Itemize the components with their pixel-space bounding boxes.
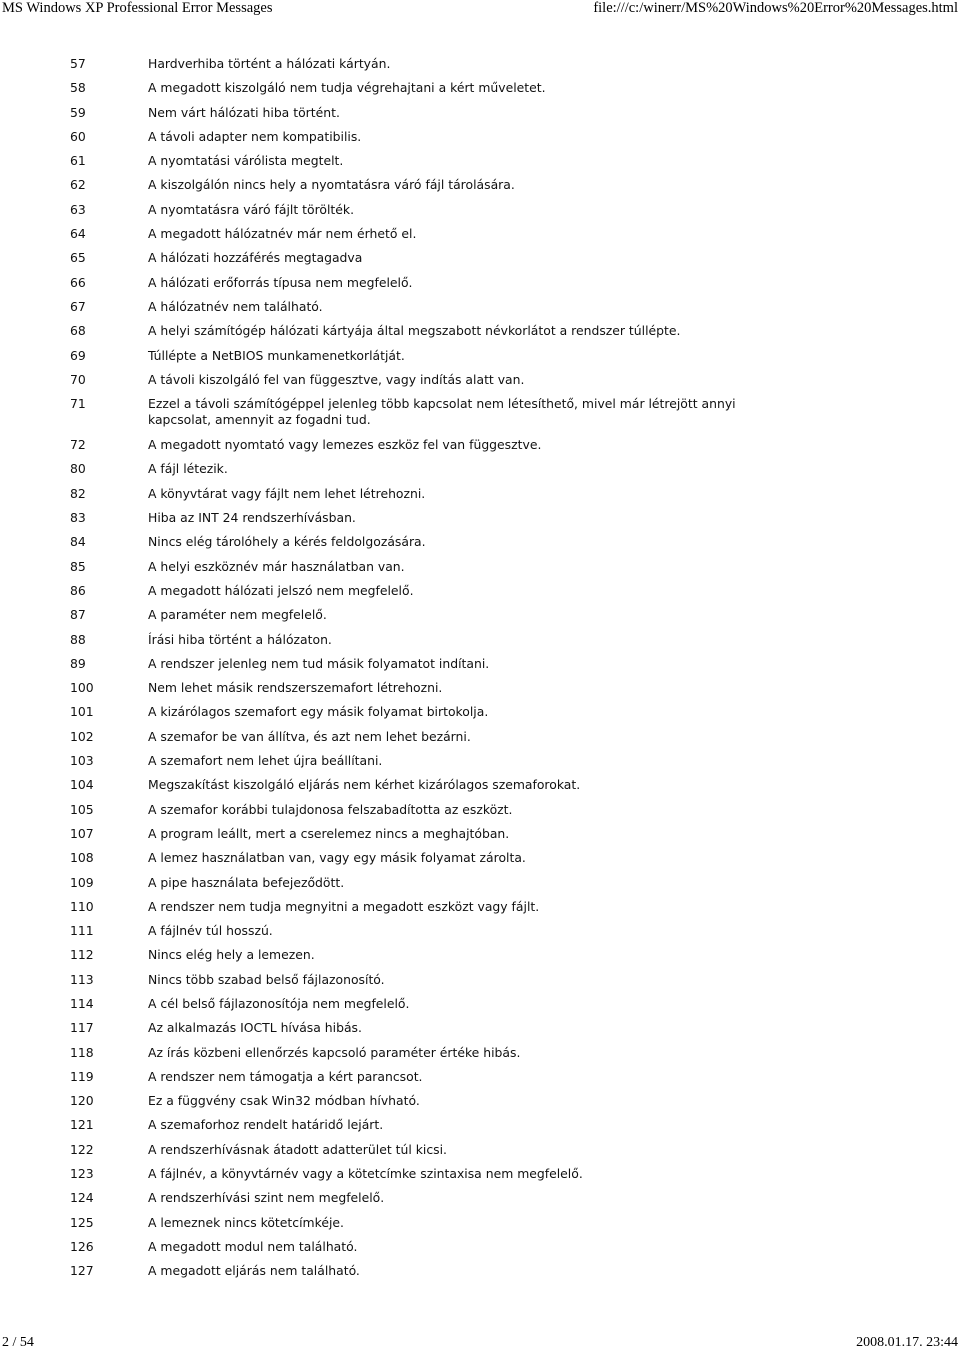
error-code: 63 xyxy=(70,201,86,217)
error-code: 69 xyxy=(70,347,86,363)
error-row xyxy=(0,559,960,583)
error-message-list xyxy=(0,56,960,1288)
page-number: 2 / 54 xyxy=(2,1335,34,1350)
error-code: 117 xyxy=(70,1020,94,1036)
error-row xyxy=(0,250,960,274)
error-text: A fájlnév túl hosszú. xyxy=(148,923,273,939)
error-text: A hálózatnév nem található. xyxy=(148,298,323,314)
error-text: A helyi számítógép hálózati kártyája által megszabott névkorlátot a rendszer túllépte. xyxy=(148,323,681,339)
error-code: 101 xyxy=(70,704,94,720)
error-row xyxy=(0,1190,960,1214)
error-text: A rendszer nem támogatja a kért parancsot. xyxy=(148,1068,423,1084)
error-row xyxy=(0,656,960,680)
error-code: 113 xyxy=(70,971,94,987)
error-text: Nem lehet másik rendszerszemafort létrehozni. xyxy=(148,680,443,696)
error-row xyxy=(0,1239,960,1263)
error-row xyxy=(0,1045,960,1069)
error-text: A kizárólagos szemafort egy másik folyamat birtokolja. xyxy=(148,704,489,720)
error-code: 121 xyxy=(70,1117,94,1133)
error-code: 126 xyxy=(70,1238,94,1254)
error-text: A megadott hálózati jelszó nem megfelelő. xyxy=(148,582,414,598)
error-text: Az alkalmazás IOCTL hívása hibás. xyxy=(148,1020,362,1036)
error-text: A megadott eljárás nem található. xyxy=(148,1263,360,1279)
error-row xyxy=(0,510,960,534)
error-text: A rendszer nem tudja megnyitni a megadott eszközt vagy fájlt. xyxy=(148,898,540,914)
error-text: A szemafor korábbi tulajdonosa felszabadította az eszközt. xyxy=(148,801,513,817)
error-row xyxy=(0,486,960,510)
error-row xyxy=(0,875,960,899)
error-code: 124 xyxy=(70,1190,94,1206)
document-title: MS Windows XP Professional Error Messages xyxy=(2,0,273,16)
error-row xyxy=(0,299,960,323)
error-row xyxy=(0,1166,960,1190)
error-text: A nyomtatási várólista megtelt. xyxy=(148,153,344,169)
error-row xyxy=(0,607,960,631)
error-text: Hardverhiba történt a hálózati kártyán. xyxy=(148,56,391,71)
error-text: A szemafor be van állítva, és azt nem lehet bezárni. xyxy=(148,728,471,744)
error-code: 86 xyxy=(70,582,86,598)
error-text: A megadott nyomtató vagy lemezes eszköz fel van függesztve. xyxy=(148,437,542,453)
error-row xyxy=(0,996,960,1020)
error-text: Az írás közbeni ellenőrzés kapcsoló paraméter értéke hibás. xyxy=(148,1044,521,1060)
error-text: A távoli kiszolgáló fel van függesztve, vagy indítás alatt van. xyxy=(148,371,525,387)
error-row xyxy=(0,753,960,777)
error-text: Nincs elég tárolóhely a kérés feldolgozására. xyxy=(148,534,426,550)
error-text: A rendszer jelenleg nem tud másik folyamatot indítani. xyxy=(148,655,490,671)
error-row xyxy=(0,826,960,850)
error-code: 67 xyxy=(70,298,86,314)
error-code: 65 xyxy=(70,250,86,266)
error-code: 87 xyxy=(70,607,86,623)
error-row xyxy=(0,177,960,201)
error-row xyxy=(0,1117,960,1141)
error-row xyxy=(0,632,960,656)
error-row xyxy=(0,947,960,971)
error-row xyxy=(0,729,960,753)
error-row xyxy=(0,850,960,874)
error-row xyxy=(0,802,960,826)
error-row xyxy=(0,899,960,923)
error-text: A fájlnév, a könyvtárnév vagy a kötetcímke szintaxisa nem megfelelő. xyxy=(148,1166,583,1182)
error-text: A megadott hálózatnév már nem érhető el. xyxy=(148,226,417,242)
error-row xyxy=(0,56,960,80)
error-text: A pipe használata befejeződött. xyxy=(148,874,345,890)
error-code: 64 xyxy=(70,226,86,242)
error-text: A megadott kiszolgáló nem tudja végrehajtani a kért műveletet. xyxy=(148,80,546,96)
error-row xyxy=(0,202,960,226)
error-text: A lemez használatban van, vagy egy másik folyamat zárolta. xyxy=(148,850,526,866)
error-code: 82 xyxy=(70,485,86,501)
error-text: A könyvtárat vagy fájlt nem lehet létrehozni. xyxy=(148,485,426,501)
error-code: 71 xyxy=(70,396,86,412)
error-row xyxy=(0,972,960,996)
error-text: Nem várt hálózati hiba történt. xyxy=(148,104,340,120)
error-code: 100 xyxy=(70,680,94,696)
error-code: 109 xyxy=(70,874,94,890)
error-row xyxy=(0,396,960,437)
error-text: A nyomtatásra váró fájlt törölték. xyxy=(148,201,355,217)
error-code: 57 xyxy=(70,56,86,71)
error-row xyxy=(0,1093,960,1117)
error-code: 122 xyxy=(70,1141,94,1157)
error-text: Ezzel a távoli számítógéppel jelenleg több kapcsolat nem létesíthető, mivel már létrejött annyi kapcsolat, amennyit az fogadni tud. xyxy=(148,396,736,428)
error-row xyxy=(0,680,960,704)
error-text: Nincs elég hely a lemezen. xyxy=(148,947,315,963)
error-text: Megszakítást kiszolgáló eljárás nem kérhet kizárólagos szemaforokat. xyxy=(148,777,581,793)
error-code: 84 xyxy=(70,534,86,550)
error-row xyxy=(0,1020,960,1044)
error-code: 60 xyxy=(70,128,86,144)
error-text: A fájl létezik. xyxy=(148,461,228,477)
error-code: 107 xyxy=(70,825,94,841)
error-text: A szemaforhoz rendelt határidő lejárt. xyxy=(148,1117,384,1133)
error-code: 59 xyxy=(70,104,86,120)
error-text: A rendszerhívási szint nem megfelelő. xyxy=(148,1190,385,1206)
error-text: A program leállt, mert a cserelemez nincs a meghajtóban. xyxy=(148,825,510,841)
page-footer xyxy=(0,1335,960,1353)
error-code: 80 xyxy=(70,461,86,477)
error-code: 83 xyxy=(70,510,86,526)
error-row xyxy=(0,923,960,947)
error-code: 125 xyxy=(70,1214,94,1230)
error-row xyxy=(0,777,960,801)
error-text: A hálózati hozzáférés megtagadva xyxy=(148,250,363,266)
error-row xyxy=(0,437,960,461)
error-code: 123 xyxy=(70,1166,94,1182)
error-code: 61 xyxy=(70,153,86,169)
error-code: 108 xyxy=(70,850,94,866)
error-code: 103 xyxy=(70,753,94,769)
error-text: A cél belső fájlazonosítója nem megfelelő. xyxy=(148,995,410,1011)
error-code: 85 xyxy=(70,558,86,574)
error-row xyxy=(0,461,960,485)
error-text: A megadott modul nem található. xyxy=(148,1238,358,1254)
error-code: 110 xyxy=(70,898,94,914)
error-code: 70 xyxy=(70,371,86,387)
error-row xyxy=(0,80,960,104)
error-text: A rendszerhívásnak átadott adatterület túl kicsi. xyxy=(148,1141,447,1157)
error-row xyxy=(0,1215,960,1239)
error-code: 114 xyxy=(70,995,94,1011)
error-code: 62 xyxy=(70,177,86,193)
error-code: 66 xyxy=(70,274,86,290)
error-text: A lemeznek nincs kötetcímkéje. xyxy=(148,1214,344,1230)
error-row xyxy=(0,105,960,129)
error-text: Hiba az INT 24 rendszerhívásban. xyxy=(148,510,356,526)
document-url: file:///c:/winerr/MS%20Windows%20Error%20Messages.html xyxy=(593,0,958,16)
error-row xyxy=(0,275,960,299)
error-code: 118 xyxy=(70,1044,94,1060)
error-code: 119 xyxy=(70,1068,94,1084)
error-code: 111 xyxy=(70,923,94,939)
error-text: A helyi eszköznév már használatban van. xyxy=(148,558,405,574)
error-row xyxy=(0,153,960,177)
error-code: 89 xyxy=(70,655,86,671)
error-code: 104 xyxy=(70,777,94,793)
error-text: A távoli adapter nem kompatibilis. xyxy=(148,128,362,144)
error-row xyxy=(0,704,960,728)
error-row xyxy=(0,348,960,372)
error-row xyxy=(0,226,960,250)
page-header xyxy=(0,0,960,22)
error-code: 88 xyxy=(70,631,86,647)
error-text: A hálózati erőforrás típusa nem megfelelő. xyxy=(148,274,413,290)
error-text: A kiszolgálón nincs hely a nyomtatásra váró fájl tárolására. xyxy=(148,177,515,193)
error-text: Írási hiba történt a hálózaton. xyxy=(148,631,332,647)
error-code: 127 xyxy=(70,1263,94,1279)
error-row xyxy=(0,129,960,153)
error-code: 72 xyxy=(70,437,86,453)
error-text: A szemafort nem lehet újra beállítani. xyxy=(148,753,383,769)
error-text: Túllépte a NetBIOS munkamenetkorlátját. xyxy=(148,347,405,363)
error-row xyxy=(0,372,960,396)
error-code: 112 xyxy=(70,947,94,963)
error-row xyxy=(0,1069,960,1093)
error-row xyxy=(0,583,960,607)
print-timestamp: 2008.01.17. 23:44 xyxy=(856,1335,958,1350)
error-code: 105 xyxy=(70,801,94,817)
error-text: Nincs több szabad belső fájlazonosító. xyxy=(148,971,385,987)
error-code: 58 xyxy=(70,80,86,96)
error-code: 120 xyxy=(70,1093,94,1109)
error-row xyxy=(0,534,960,558)
error-code: 68 xyxy=(70,323,86,339)
error-text: Ez a függvény csak Win32 módban hívható. xyxy=(148,1093,420,1109)
error-text: A paraméter nem megfelelő. xyxy=(148,607,327,623)
error-row xyxy=(0,323,960,347)
error-row xyxy=(0,1142,960,1166)
error-row xyxy=(0,1263,960,1287)
error-code: 102 xyxy=(70,728,94,744)
